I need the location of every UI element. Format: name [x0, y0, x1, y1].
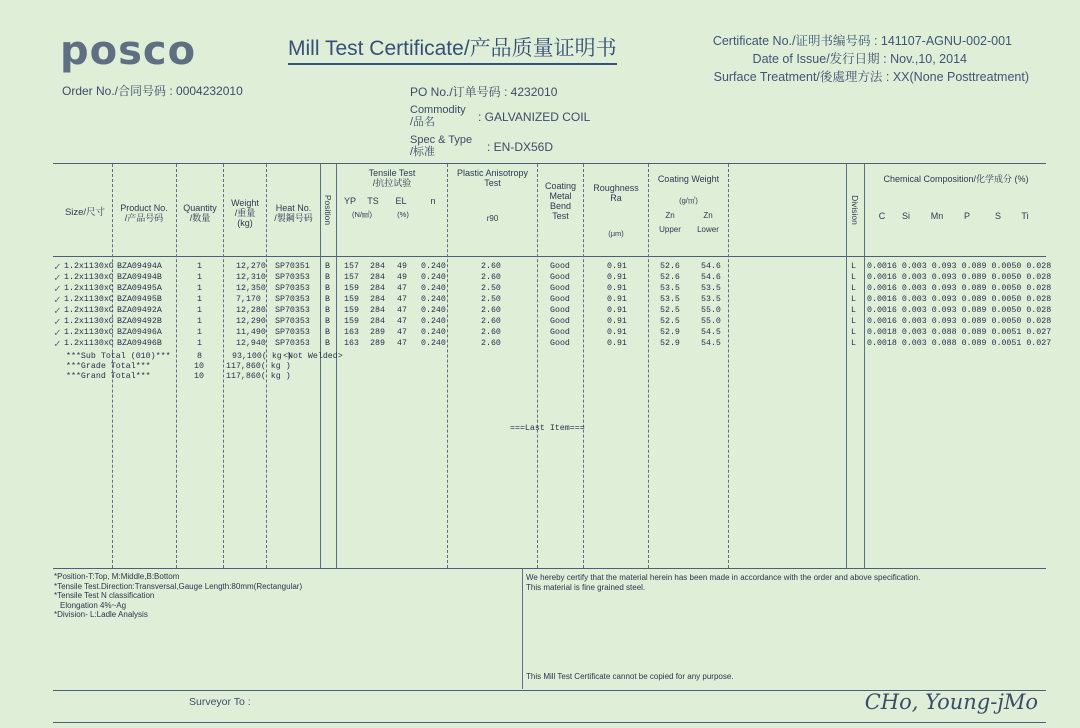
sub-total-qty: 8 [197, 352, 202, 361]
header-nmm2: (N/㎟) [352, 210, 372, 219]
cell-product: BZA09495B [117, 295, 162, 304]
cell-yp: 157 [344, 273, 359, 282]
cell-n: 0.240 [421, 273, 446, 282]
cell-div: L [851, 273, 856, 282]
col-divider [537, 164, 538, 568]
cell-bend: Good [550, 317, 570, 326]
cell-chem: 0.0016 0.003 0.093 0.089 0.0050 0.028 [867, 295, 1052, 304]
cell-lower: 53.5 [701, 295, 721, 304]
commodity-label-en: Commodity [410, 104, 466, 116]
certificate-no: Certificate No./证明书编号码 : 141107-AGNU-002-001 [712, 34, 1012, 48]
po-no: PO No./订单号码 : 4232010 [410, 85, 558, 99]
cell-size: 1.2x1130xC [64, 339, 114, 348]
cell-r90: 2.60 [481, 339, 501, 348]
header-coating-metal-bend [538, 181, 583, 221]
cell-pos: B [325, 273, 330, 282]
commodity-label [410, 104, 466, 128]
header-weight-cn: /重量 [234, 208, 256, 218]
cell-bend: Good [550, 284, 570, 293]
cell-ts: 284 [370, 284, 385, 293]
header-cmbt-4: Test [552, 211, 569, 221]
col-divider [728, 164, 729, 568]
col-divider [447, 164, 448, 568]
cell-heat: SP70353 [275, 295, 310, 304]
header-ra: Ra [610, 193, 622, 203]
cell-chem: 0.0016 0.003 0.093 0.089 0.0050 0.028 [867, 273, 1052, 282]
header-coating-weight: Coating Weight [657, 174, 720, 184]
cell-weight: 11,490 [236, 328, 266, 337]
grand-total-weight: 117,860( kg ) [226, 372, 291, 381]
cell-n: 0.240 [421, 284, 446, 293]
header-zn-upper-2: Upper [659, 225, 681, 234]
cell-weight: 12,280 [236, 306, 266, 315]
cell-qty: 1 [197, 273, 202, 282]
col-divider [846, 164, 847, 568]
col-divider [864, 164, 865, 568]
header-zn-upper-1: Zn [665, 211, 675, 220]
cell-weight: 12,350 [236, 284, 266, 293]
cell-el: 47 [397, 317, 407, 326]
header-plastic-test: Test [484, 178, 501, 188]
col-divider [320, 164, 321, 568]
cell-size: 1.2x1130xC [64, 317, 114, 326]
cell-n: 0.240 [421, 306, 446, 315]
header-r90: r90 [486, 214, 499, 223]
cell-yp: 157 [344, 262, 359, 271]
order-no: Order No./合同号码 : 0004232010 [62, 84, 243, 98]
cell-pos: B [325, 317, 330, 326]
note-tensile-n: *Tensile Test N classification [54, 591, 155, 600]
footer-divider [522, 569, 523, 689]
table-top-border [53, 163, 1046, 164]
cell-ts: 284 [370, 295, 385, 304]
cell-upper: 52.9 [660, 339, 680, 348]
cell-chem: 0.0016 0.003 0.093 0.089 0.0050 0.028 [867, 262, 1052, 271]
col-divider [176, 164, 177, 568]
cell-n: 0.240 [421, 339, 446, 348]
cell-ts: 284 [370, 262, 385, 271]
cell-weight: 7,170 [236, 295, 261, 304]
cell-el: 49 [397, 262, 407, 271]
cell-bend: Good [550, 295, 570, 304]
header-yp: YP [343, 196, 356, 206]
footer-bottom-line [53, 722, 1046, 723]
cell-upper: 52.9 [660, 328, 680, 337]
header-n: n [430, 196, 436, 206]
cell-qty: 1 [197, 328, 202, 337]
cell-heat: SP70353 [275, 317, 310, 326]
note-tensile: *Tensile Test.Direction:Transversal,Gauge Length:80mm(Rectangular) [54, 581, 303, 591]
cell-lower: 54.6 [701, 273, 721, 282]
cell-ra: 0.91 [607, 295, 627, 304]
cell-size: 1.2x1130xC [64, 295, 114, 304]
cell-qty: 1 [197, 262, 202, 271]
cell-r90: 2.60 [481, 262, 501, 271]
grand-total-label: ***Grand Total*** [66, 372, 151, 381]
cell-chem: 0.0018 0.003 0.088 0.089 0.0051 0.027 [867, 328, 1052, 337]
header-pct: (%) [397, 210, 409, 219]
note-position: *Position-T:Top, M:Middle,B:Bottom [54, 572, 180, 581]
check-mark: ✓ [54, 284, 61, 296]
surface-treatment: Surface Treatment/後處理方法 : XX(None Posttreatment) [713, 70, 1029, 84]
cell-upper: 52.6 [660, 262, 680, 271]
header-weight-en: Weight [231, 198, 259, 208]
cell-r90: 2.60 [481, 328, 501, 337]
cell-div: L [851, 295, 856, 304]
col-divider [648, 164, 649, 568]
header-quantity [177, 203, 223, 223]
certify-block [526, 573, 920, 592]
cell-lower: 55.0 [701, 317, 721, 326]
header-zn-lower [692, 211, 724, 235]
grand-total-qty: 10 [194, 372, 204, 381]
cell-lower: 53.5 [701, 284, 721, 293]
cell-el: 47 [397, 306, 407, 315]
cell-upper: 52.5 [660, 306, 680, 315]
cell-n: 0.240 [421, 295, 446, 304]
cell-product: BZA09496A [117, 328, 162, 337]
cell-ts: 284 [370, 273, 385, 282]
cell-pos: B [325, 328, 330, 337]
cell-yp: 159 [344, 295, 359, 304]
certify-text: We hereby certify that the material herein has been made in accordance with the order and above specification. [526, 573, 921, 582]
header-tensile-en: Tensile Test [368, 168, 416, 178]
cell-chem: 0.0016 0.003 0.093 0.089 0.0050 0.028 [867, 317, 1052, 326]
cell-div: L [851, 262, 856, 271]
cell-yp: 159 [344, 284, 359, 293]
cell-pos: B [325, 262, 330, 271]
spec-value: : EN-DX56D [487, 140, 554, 154]
header-p: P [963, 211, 970, 221]
spec-label-cn: /标准 [410, 146, 436, 158]
header-size: Size/尺寸 [64, 207, 106, 218]
cell-yp: 159 [344, 306, 359, 315]
cell-div: L [851, 284, 856, 293]
header-cmbt-3: Bend [549, 201, 572, 211]
header-heat-no [267, 203, 320, 223]
grade-total-qty: 10 [194, 362, 204, 371]
last-item-marker: ===Last Item=== [510, 424, 585, 433]
certificate-title: Mill Test Certificate/产品质量证明书 [288, 32, 617, 65]
cell-el: 47 [397, 339, 407, 348]
cell-el: 49 [397, 273, 407, 282]
header-division: Division [850, 195, 860, 225]
header-cmbt-1: Coating [544, 181, 577, 191]
header-quantity-cn: /数量 [189, 213, 211, 223]
cell-bend: Good [550, 262, 570, 271]
cell-ra: 0.91 [607, 262, 627, 271]
cell-weight: 12,270 [236, 262, 266, 271]
header-zn-lower-1: Zn [703, 211, 713, 220]
cell-ts: 289 [370, 339, 385, 348]
header-el: EL [395, 196, 407, 206]
cell-el: 47 [397, 284, 407, 293]
header-roughness-en: Roughness [593, 183, 639, 193]
cell-heat: SP70353 [275, 306, 310, 315]
cell-size: 1.2x1130xC [64, 284, 114, 293]
header-tensile [337, 168, 447, 188]
cell-heat: SP70353 [275, 339, 310, 348]
spec-label-en: Spec & Type [410, 134, 473, 146]
grade-total-label: ***Grade Total*** [66, 362, 151, 371]
header-mn: Mn [930, 211, 944, 221]
header-roughness [584, 183, 648, 203]
header-c: C [878, 211, 886, 221]
header-gm2: (g/㎡) [679, 196, 698, 205]
header-product-no-en: Product No. [120, 203, 168, 213]
header-product-no [113, 203, 175, 223]
header-quantity-en: Quantity [183, 203, 217, 213]
cell-ts: 284 [370, 317, 385, 326]
cell-product: BZA09492B [117, 317, 162, 326]
cell-heat: SP70351 [275, 262, 310, 271]
date-of-issue: Date of Issue/发行日期 : Nov.,10, 2014 [752, 52, 967, 66]
cell-weight: 12,310 [236, 273, 266, 282]
cell-qty: 1 [197, 284, 202, 293]
check-mark: ✓ [54, 262, 61, 274]
cell-r90: 2.60 [481, 273, 501, 282]
header-si: Si [901, 211, 910, 221]
cell-ra: 0.91 [607, 306, 627, 315]
cell-bend: Good [550, 273, 570, 282]
header-tensile-cn: /抗拉试验 [372, 178, 412, 188]
cell-r90: 2.60 [481, 317, 501, 326]
note-division: *Division- L:Ladle Analysis [54, 610, 148, 619]
header-chemical: Chemical Composition/化学成分 (%) [883, 174, 1029, 184]
cell-weight: 12,290 [236, 317, 266, 326]
cell-div: L [851, 328, 856, 337]
header-um: (µm) [608, 229, 624, 238]
surveyor-label: Surveyor To : [189, 696, 251, 708]
cell-pos: B [325, 284, 330, 293]
cell-lower: 54.6 [701, 262, 721, 271]
cell-n: 0.240 [421, 317, 446, 326]
check-mark: ✓ [54, 295, 61, 307]
check-mark: ✓ [54, 328, 61, 340]
cell-qty: 1 [197, 339, 202, 348]
cell-qty: 1 [197, 295, 202, 304]
header-position: Position [323, 194, 333, 226]
col-divider [336, 164, 337, 568]
check-mark: ✓ [54, 339, 61, 351]
cell-bend: Good [550, 328, 570, 337]
cell-heat: SP70353 [275, 328, 310, 337]
header-cmbt-2: Metal [549, 191, 572, 201]
inspector-signature: CHo, Young-jMo [864, 690, 1038, 714]
cell-ts: 289 [370, 328, 385, 337]
cell-pos: B [325, 306, 330, 315]
cell-yp: 163 [344, 339, 359, 348]
header-weight-unit: (kg) [237, 218, 253, 228]
header-product-no-cn: /产品号码 [124, 213, 164, 223]
cell-ra: 0.91 [607, 284, 627, 293]
cell-div: L [851, 317, 856, 326]
cell-ra: 0.91 [607, 317, 627, 326]
check-mark: ✓ [54, 306, 61, 318]
cell-n: 0.240 [421, 262, 446, 271]
cell-chem: 0.0016 0.003 0.093 0.089 0.0050 0.028 [867, 306, 1052, 315]
grain-text: This material is fine grained steel. [526, 582, 646, 592]
no-copy-text: This Mill Test Certificate cannot be copied for any purpose. [526, 672, 734, 681]
cell-yp: 159 [344, 317, 359, 326]
cell-product: BZA09495A [117, 284, 162, 293]
cell-lower: 54.5 [701, 339, 721, 348]
header-heat-no-en: Heat No. [275, 203, 312, 213]
cell-size: 1.2x1130xC [64, 262, 114, 271]
notes-block [54, 572, 302, 620]
cell-ra: 0.91 [607, 328, 627, 337]
table-bottom-border [53, 568, 1046, 569]
cell-upper: 53.5 [660, 295, 680, 304]
cell-ra: 0.91 [607, 273, 627, 282]
cell-div: L [851, 339, 856, 348]
check-mark: ✓ [54, 273, 61, 285]
header-zn-upper [654, 211, 686, 235]
cell-el: 47 [397, 295, 407, 304]
cell-chem: 0.0016 0.003 0.093 0.089 0.0050 0.028 [867, 284, 1052, 293]
header-plastic-anisotropy [448, 168, 537, 188]
cell-qty: 1 [197, 306, 202, 315]
sub-total-label: ***Sub Total (010)*** [66, 352, 171, 361]
col-divider [583, 164, 584, 568]
cell-lower: 55.0 [701, 306, 721, 315]
header-heat-no-cn: /製鋼号码 [274, 213, 313, 223]
sub-total-weight: 93,100( kg ) [232, 352, 292, 361]
header-plastic-en: Plastic Anisotropy [456, 168, 529, 178]
cell-el: 47 [397, 328, 407, 337]
cell-pos: B [325, 339, 330, 348]
cell-r90: 2.50 [481, 295, 501, 304]
cell-upper: 53.5 [660, 284, 680, 293]
cell-pos: B [325, 295, 330, 304]
cell-size: 1.2x1130xC [64, 273, 114, 282]
header-weight [224, 198, 266, 228]
cell-r90: 2.50 [481, 284, 501, 293]
cell-yp: 163 [344, 328, 359, 337]
commodity-value: : GALVANIZED COIL [478, 110, 591, 124]
header-ti: Ti [1021, 211, 1029, 221]
cell-div: L [851, 306, 856, 315]
header-zn-lower-2: Lower [697, 225, 719, 234]
cell-bend: Good [550, 339, 570, 348]
cell-product: BZA09496B [117, 339, 162, 348]
cell-size: 1.2x1130xC [64, 328, 114, 337]
cell-ts: 284 [370, 306, 385, 315]
header-s: S [994, 211, 1001, 221]
header-ts: TS [367, 196, 379, 206]
cell-weight: 12,940 [236, 339, 266, 348]
cell-r90: 2.60 [481, 306, 501, 315]
cell-size: 1.2x1130xC [64, 306, 114, 315]
grade-total-weight: 117,860( kg ) [226, 362, 291, 371]
sub-total-note: <Not Welded> [283, 352, 343, 361]
spec-label [410, 134, 472, 158]
cell-ra: 0.91 [607, 339, 627, 348]
cell-bend: Good [550, 306, 570, 315]
check-mark: ✓ [54, 317, 61, 329]
table-header-border [53, 256, 1046, 257]
note-elongation: Elongation 4%~Ag [60, 600, 127, 610]
cell-upper: 52.5 [660, 317, 680, 326]
commodity-label-cn: /品名 [410, 116, 436, 128]
cell-n: 0.240 [421, 328, 446, 337]
cell-upper: 52.6 [660, 273, 680, 282]
cell-qty: 1 [197, 317, 202, 326]
cell-product: BZA09494A [117, 262, 162, 271]
posco-logo: posco [60, 28, 197, 74]
cell-product: BZA09494B [117, 273, 162, 282]
cell-lower: 54.5 [701, 328, 721, 337]
cell-chem: 0.0018 0.003 0.088 0.089 0.0051 0.027 [867, 339, 1052, 348]
cell-heat: SP70353 [275, 284, 310, 293]
cell-heat: SP70353 [275, 273, 310, 282]
cell-product: BZA09492A [117, 306, 162, 315]
